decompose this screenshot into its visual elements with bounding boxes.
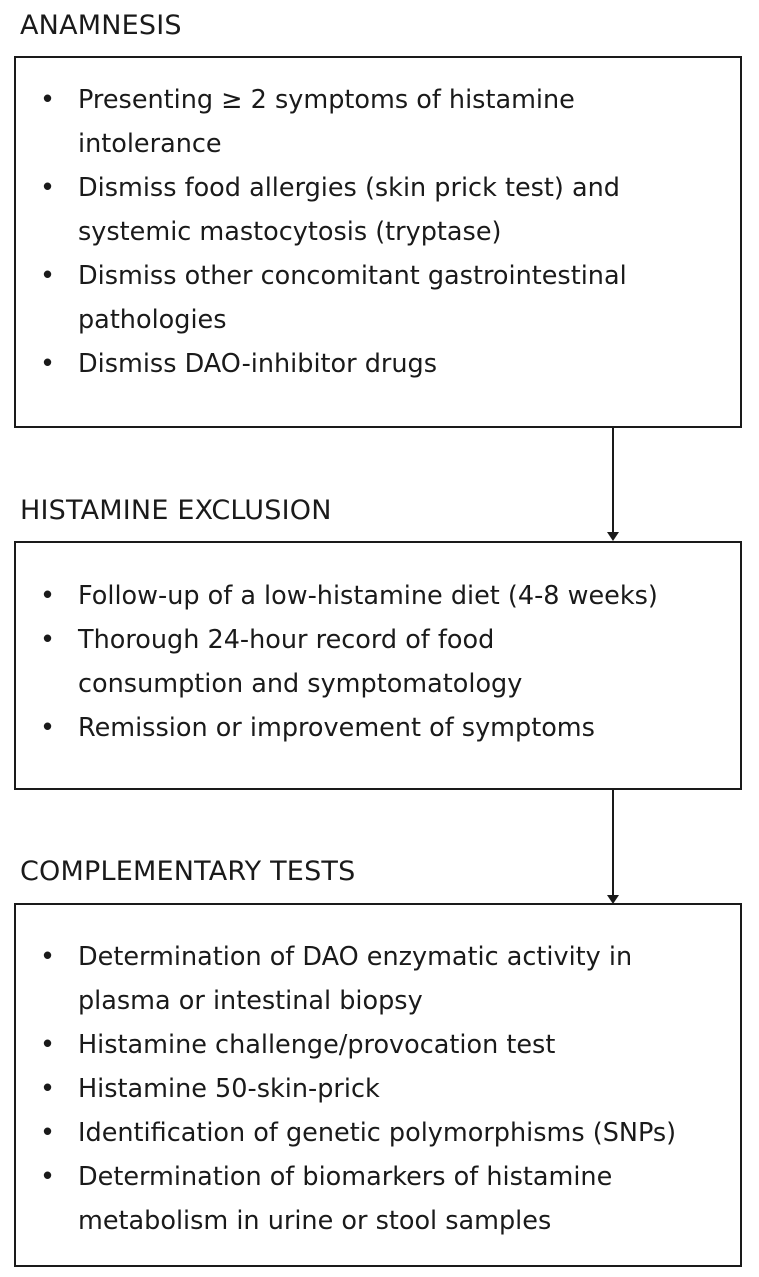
list-item-text: Determination of biomarkers of histamine <box>78 1162 613 1192</box>
list-item <box>40 979 726 1023</box>
bullet-icon: • <box>40 713 56 743</box>
list-item-text: Dismiss food allergies (skin prick test) and <box>78 173 620 203</box>
bullet-icon: • <box>40 581 56 611</box>
arrow-down-icon <box>612 428 614 539</box>
list-item <box>40 1067 726 1111</box>
list-item-text: Thorough 24-hour record of food <box>78 625 495 655</box>
list-item <box>40 935 726 979</box>
complementary-tests-box <box>14 903 742 1267</box>
list-item-text: Identification of genetic polymorphisms (SNPs) <box>78 1118 677 1148</box>
list-item-text: Determination of DAO enzymatic activity in <box>78 942 633 972</box>
list-item <box>40 122 726 166</box>
list-item <box>40 1111 726 1155</box>
list-item <box>40 618 726 662</box>
list-item-text: Presenting ≥ 2 symptoms of histamine <box>78 85 575 115</box>
arrow-down-icon <box>612 790 614 902</box>
list-item-text: pathologies <box>78 305 227 335</box>
bullet-icon: • <box>40 625 56 655</box>
histamine-exclusion-box <box>14 541 742 790</box>
list-item-text: Histamine challenge/provocation test <box>78 1030 556 1060</box>
anamnesis-list <box>40 78 726 386</box>
bullet-icon: • <box>40 85 56 115</box>
list-item <box>40 78 726 122</box>
anamnesis-box <box>14 56 742 428</box>
bullet-icon: • <box>40 173 56 203</box>
list-item <box>40 662 726 706</box>
heading-histamine-exclusion: HISTAMINE EXCLUSION <box>20 495 332 526</box>
list-item <box>40 706 726 750</box>
list-item-text: Histamine 50-skin-prick <box>78 1074 380 1104</box>
list-item <box>40 210 726 254</box>
list-item-text: metabolism in urine or stool samples <box>78 1206 552 1236</box>
bullet-icon: • <box>40 349 56 379</box>
list-item-text: Remission or improvement of symptoms <box>78 713 595 743</box>
list-item <box>40 254 726 298</box>
histamine-exclusion-list <box>40 574 726 750</box>
list-item-text: consumption and symptomatology <box>78 669 523 699</box>
list-item-text: intolerance <box>78 129 222 159</box>
bullet-icon: • <box>40 1118 56 1148</box>
bullet-icon: • <box>40 942 56 972</box>
list-item <box>40 574 726 618</box>
list-item <box>40 166 726 210</box>
list-item <box>40 298 726 342</box>
bullet-icon: • <box>40 1162 56 1192</box>
heading-complementary-tests: COMPLEMENTARY TESTS <box>20 856 356 887</box>
bullet-icon: • <box>40 1030 56 1060</box>
list-item <box>40 1199 726 1243</box>
list-item <box>40 342 726 386</box>
complementary-tests-list <box>40 935 726 1243</box>
list-item <box>40 1155 726 1199</box>
list-item-text: Dismiss other concomitant gastrointestinal <box>78 261 627 291</box>
list-item <box>40 1023 726 1067</box>
list-item-text: plasma or intestinal biopsy <box>78 986 423 1016</box>
list-item-text: Dismiss DAO-inhibitor drugs <box>78 349 438 379</box>
bullet-icon: • <box>40 1074 56 1104</box>
list-item-text: Follow-up of a low-histamine diet (4-8 weeks) <box>78 581 658 611</box>
list-item-text: systemic mastocytosis (tryptase) <box>78 217 502 247</box>
heading-anamnesis: ANAMNESIS <box>20 10 182 41</box>
bullet-icon: • <box>40 261 56 291</box>
